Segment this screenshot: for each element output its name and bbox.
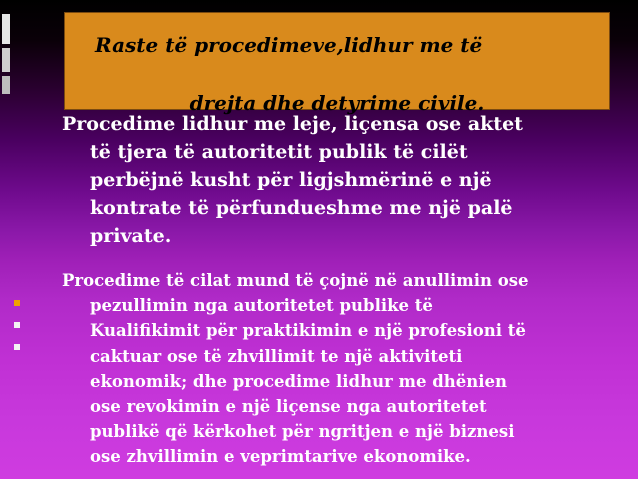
paragraph-2-line: ose revokimin e një liçense nga autoritetet: [90, 397, 487, 417]
paragraph-1-line: Procedime lidhur me leje, liçensa ose aktet: [62, 113, 523, 135]
edge-dot: [14, 322, 20, 328]
paragraph-2-line: publikë që kërkohet për ngritjen e një biznesi: [90, 422, 515, 442]
paragraph-1: [62, 110, 622, 250]
edge-dots: [14, 300, 20, 380]
paragraph-2-line: caktuar ose të zhvillimit te një aktiviteti: [90, 346, 463, 366]
paragraph-2-line: Procedime të cilat mund të çojnë në anullimin ose: [62, 271, 529, 290]
slide-title-line-2: drejta dhe detyrime civile.: [189, 91, 485, 115]
edge-bar: [2, 48, 10, 72]
paragraph-2-line: pezullimin nga autoritetet publike të: [90, 296, 433, 316]
paragraph-1-line: të tjera të autoritetit publik të cilët: [90, 141, 468, 163]
title-box: [64, 12, 610, 115]
edge-decoration: [0, 14, 14, 134]
paragraph-2-line: ekonomik; dhe procedime lidhur me dhënien: [90, 371, 507, 391]
edge-bar: [2, 76, 10, 94]
edge-bar: [2, 14, 10, 44]
paragraph-1-line: perbëjnë kusht për ligjshmërinë e një: [90, 169, 492, 191]
paragraph-2-line: ose zhvillimin e veprimtarive ekonomike.: [90, 447, 471, 467]
paragraph-1-line: kontrate të përfundueshme me një palë: [90, 197, 513, 219]
edge-dot: [14, 300, 20, 306]
paragraph-2: [62, 268, 630, 470]
edge-dot: [14, 344, 20, 350]
paragraph-1-line: private.: [90, 225, 172, 247]
paragraph-2-line: Kualifikimit për praktikimin e një profesioni të: [90, 321, 526, 341]
slide-title-line-1: Raste të procedimeve,lidhur me të: [95, 33, 483, 57]
